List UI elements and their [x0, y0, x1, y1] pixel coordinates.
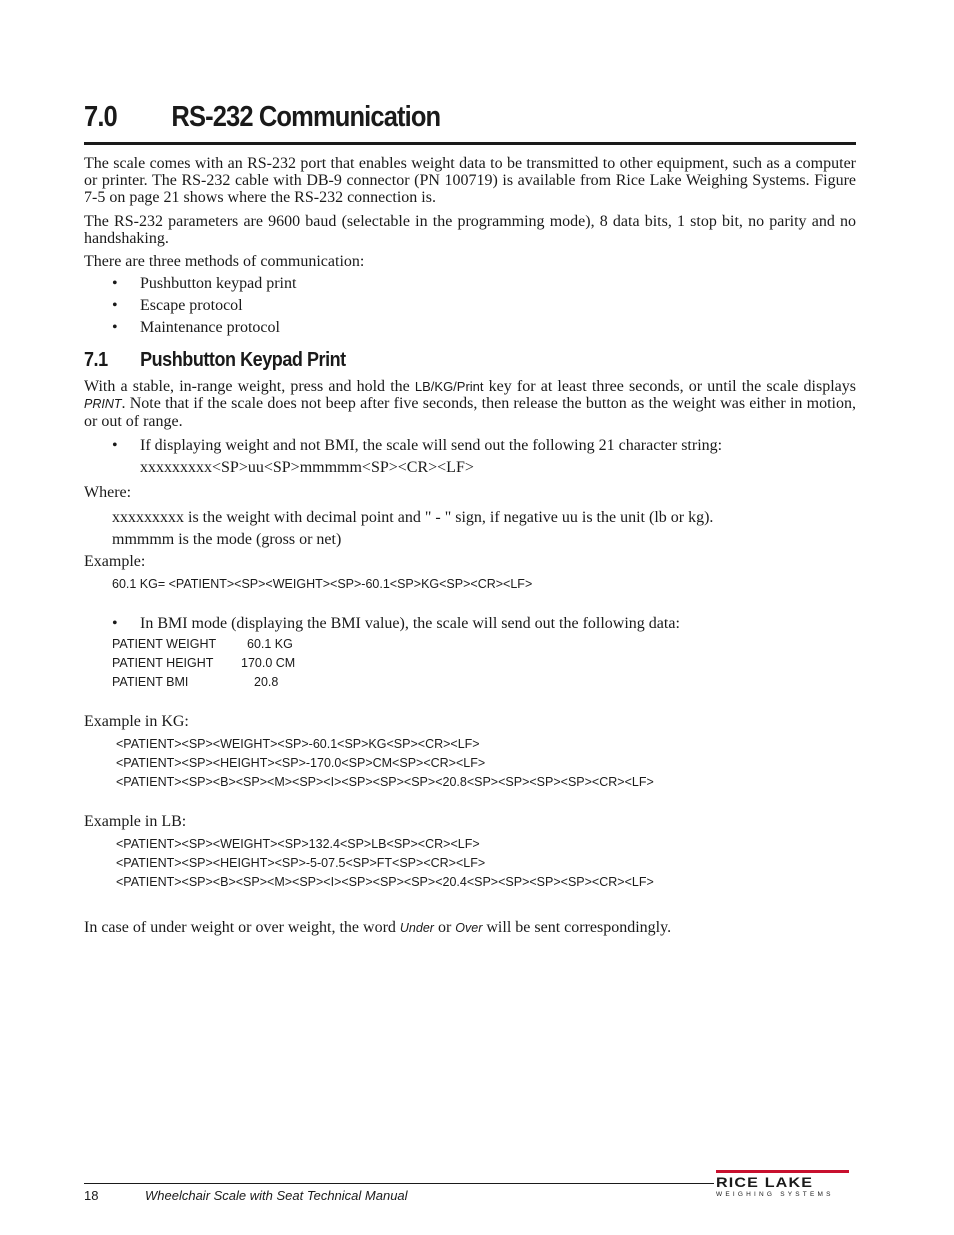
manual-title: Wheelchair Scale with Seat Technical Manual	[145, 1188, 408, 1203]
bullet-text: In BMI mode (displaying the BMI value), the scale will send out the following data:	[140, 615, 680, 632]
section-title: RS-232 Communication	[171, 101, 441, 133]
subsection-intro	[84, 378, 856, 430]
closing-text: In case of under weight or over weight, the word	[84, 919, 400, 936]
key-label: LB/KG/Print	[414, 379, 484, 394]
under-word: Under	[399, 921, 434, 935]
bmi-label: PATIENT WEIGHT	[112, 637, 217, 651]
kg-line: <PATIENT><SP><B><SP><M><SP><I><SP><SP><SP><20.8<SP><SP><SP><SP><CR><LF>	[116, 775, 654, 789]
lb-line: <PATIENT><SP><B><SP><M><SP><I><SP><SP><SP><20.4<SP><SP><SP><SP><CR><LF>	[116, 875, 654, 889]
rice-lake-logo	[716, 1170, 851, 1200]
closing-paragraph	[84, 919, 671, 937]
example-code: 60.1 KG= <PATIENT><SP><WEIGHT><SP>-60.1<SP>KG<SP><CR><LF>	[112, 577, 533, 591]
intro-paragraph-3: There are three methods of communication:	[84, 253, 365, 270]
closing-text: or	[433, 919, 456, 936]
kg-example-label: Example in KG:	[84, 713, 189, 730]
over-word: Over	[455, 921, 483, 935]
subsection-title: Pushbutton Keypad Print	[140, 349, 346, 371]
section-heading	[84, 101, 440, 134]
list-item: Maintenance protocol	[140, 319, 280, 336]
subsection-number: 7.1	[84, 349, 108, 371]
logo-top-bar	[716, 1170, 849, 1173]
logo-tagline: WEIGHING SYSTEMS	[716, 1191, 834, 1198]
bmi-label: PATIENT HEIGHT	[112, 656, 214, 670]
bmi-value: 20.8	[254, 675, 279, 689]
list-item: Pushbutton keypad print	[140, 275, 297, 292]
bullet-text: If displaying weight and not BMI, the scale will send out the following 21 character string:	[140, 437, 723, 454]
footer-rule	[84, 1183, 714, 1184]
closing-text: will be sent correspondingly.	[482, 919, 672, 936]
format-string: xxxxxxxxx<SP>uu<SP>mmmmm<SP><CR><LF>	[140, 459, 474, 476]
bmi-label: PATIENT BMI	[112, 675, 189, 689]
logo-name: RICE LAKE	[716, 1174, 814, 1190]
where-line-1: xxxxxxxxx is the weight with decimal point and " - " sign, if negative uu is the unit (lb or kg).	[112, 509, 714, 526]
subsection-heading	[84, 349, 346, 372]
intro-text: With a stable, in-range weight, press and hold the	[84, 378, 415, 395]
page-number: 18	[84, 1188, 99, 1203]
heading-rule	[84, 142, 856, 145]
list-item: Escape protocol	[140, 297, 243, 314]
bmi-value: 60.1 KG	[247, 637, 293, 651]
display-print-word: PRINT	[84, 397, 122, 411]
kg-line: <PATIENT><SP><WEIGHT><SP>-60.1<SP>KG<SP><CR><LF>	[116, 737, 480, 751]
bullet-dot: •	[112, 437, 118, 454]
section-number: 7.0	[84, 101, 117, 133]
bullet-dot: •	[112, 275, 118, 292]
bullet-dot: •	[112, 615, 118, 632]
where-line-2: mmmmm is the mode (gross or net)	[112, 531, 342, 548]
lb-line: <PATIENT><SP><WEIGHT><SP>132.4<SP>LB<SP><CR><LF>	[116, 837, 480, 851]
lb-example-label: Example in LB:	[84, 813, 187, 830]
example-label: Example:	[84, 553, 146, 570]
where-label: Where:	[84, 484, 132, 501]
intro-paragraph-2: The RS-232 parameters are 9600 baud (selectable in the programming mode), 8 data bits, 1 stop bit, no parity and no handshaking.	[84, 213, 856, 247]
kg-line: <PATIENT><SP><HEIGHT><SP>-170.0<SP>CM<SP><CR><LF>	[116, 756, 486, 770]
intro-paragraph-1: The scale comes with an RS-232 port that enables weight data to be transmitted to other equipment, such as a computer or printer. The RS-232 cable with DB-9 connector (PN 100719) is available from Rice Lake Weighing Systems. Figure 7-5 on page 21 shows where the RS-232 connection is.	[84, 155, 856, 206]
intro-text: key for at least three seconds, or until the scale displays	[483, 378, 856, 395]
bmi-value: 170.0 CM	[241, 656, 296, 670]
bullet-dot: •	[112, 319, 118, 336]
lb-line: <PATIENT><SP><HEIGHT><SP>-5-07.5<SP>FT<SP><CR><LF>	[116, 856, 486, 870]
intro-text: . Note that if the scale does not beep after five seconds, then release the button as the weight was either in motion, or out of range.	[84, 395, 856, 430]
bullet-dot: •	[112, 297, 118, 314]
